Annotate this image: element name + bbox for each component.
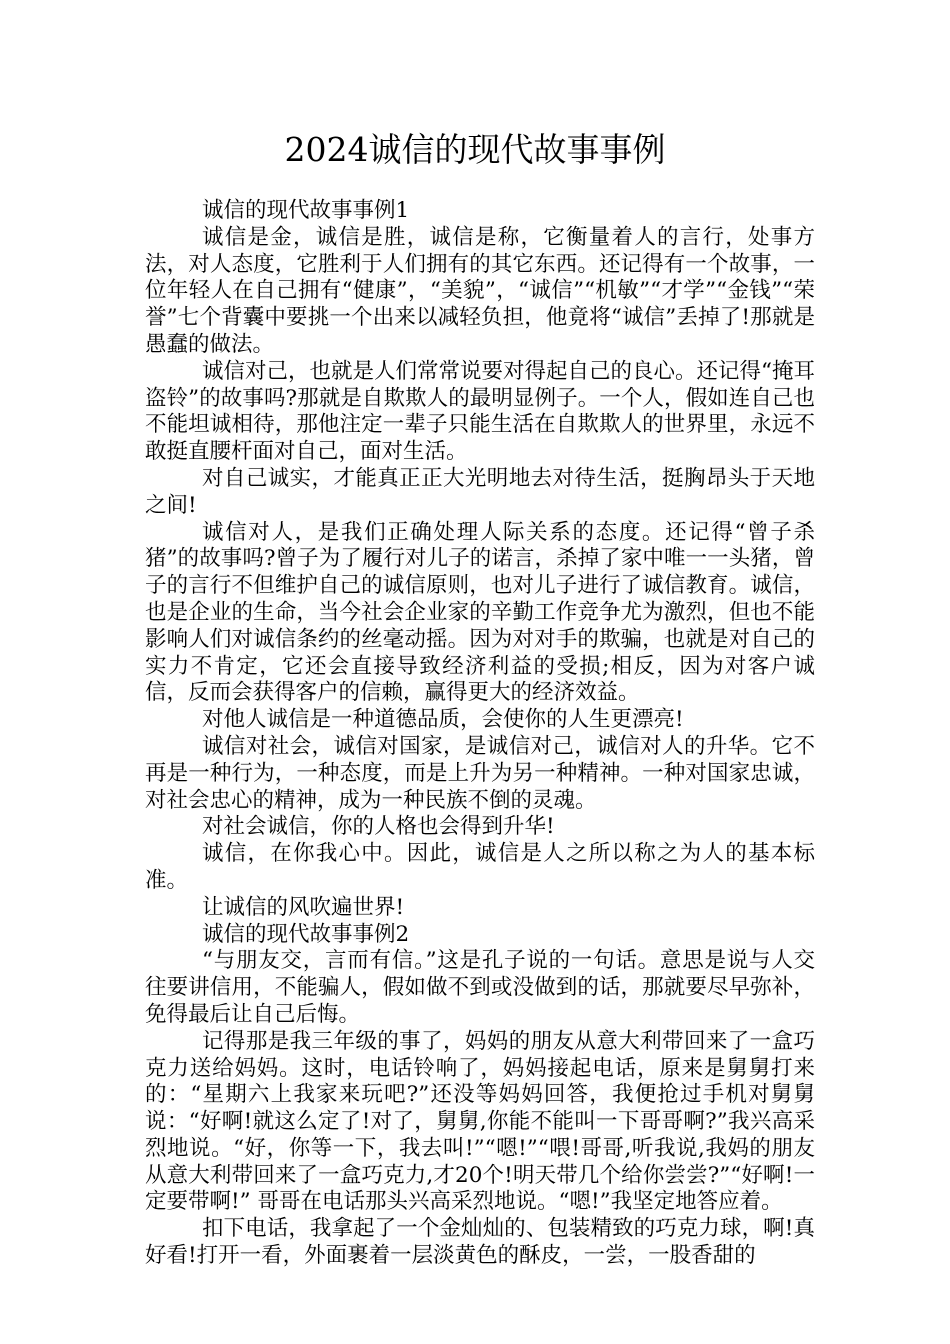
- paragraph: 诚信，在你我心中。因此，诚信是人之所以称之为人的基本标准。: [145, 841, 815, 893]
- paragraph-heading: 诚信的现代故事事例2: [202, 921, 410, 947]
- paragraph-heading: 诚信的现代故事事例1: [202, 198, 410, 223]
- paragraph: 诚信对人，是我们正确处理人际关系的态度。还记得“曾子杀猪”的故事吗?曾子为了履行对儿子的诺言，杀掉了家中唯一一头猪，曾子的言行不但维护自己的诚信原则，也对儿子进行了诚信教育。诚信，也是企业的生命，当今社会企业家的辛勤工作竞争尤为激烈，但也不能影响人们对诚信条约的丝毫动摇。因为对对手的欺骗，也就是对自己的实力不肯定，它还会直接导致经济利益的受损;相反，因为对客户诚信，反而会获得客户的信赖，赢得更大的经济效益。: [145, 519, 815, 706]
- paragraph: 扣下电话，我拿起了一个金灿灿的、包装精致的巧克力球，啊!真好看!打开一看，外面裹着一层淡黄色的酥皮，一尝，一股香甜的: [145, 1216, 815, 1269]
- paragraph: 让诚信的风吹遍世界!: [202, 894, 405, 920]
- paragraph: “与朋友交，言而有信。”这是孔子说的一句话。意思是说与人交往要讲信用，不能骗人，假如做不到或没做到的话，那就要尽早弥补，免得最后让自己后悔。: [145, 948, 815, 1027]
- paragraph: 对社会诚信，你的人格也会得到升华!: [202, 814, 555, 840]
- paragraph: 诚信对己，也就是人们常常说要对得起自己的良心。还记得“掩耳盗铃”的故事吗?那就是自欺欺人的最明显例子。一个人，假如连自己也不能坦诚相待，那他注定一辈子只能生活在自欺欺人的世界里，永远不敢挺直腰杆面对自己，面对生活。: [145, 358, 815, 465]
- paragraph: 记得那是我三年级的事了，妈妈的朋友从意大利带回来了一盒巧克力送给妈妈。这时，电话铃响了，妈妈接起电话，原来是舅舅打来的：“星期六上我家来玩吧?”还没等妈妈回答，我便抢过手机对舅舅说：“好啊!就这么定了!对了，舅舅,你能不能叫一下哥哥啊?”我兴高采烈地说。“好，你等一下，我去叫!”“嗯!”“喂!哥哥,听我说,我妈的朋友从意大利带回来了一盒巧克力,才20个!明天带几个给你尝尝?”“好啊!一定要带啊!” 哥哥在电话那头兴高采烈地说。“嗯!”我坚定地答应着。: [145, 1028, 815, 1215]
- paragraph: 诚信对社会，诚信对国家，是诚信对己，诚信对人的升华。它不再是一种行为，一种态度，而是上升为另一种精神。一种对国家忠诚，对社会忠心的精神，成为一种民族不倒的灵魂。: [145, 733, 815, 813]
- document-title: 2024诚信的现代故事事例: [284, 130, 666, 169]
- document-body: [145, 198, 815, 1270]
- paragraph: 对自己诚实，才能真正正大光明地去对待生活，挺胸昂头于天地之间!: [145, 465, 815, 518]
- paragraph: 对他人诚信是一种道德品质，会使你的人生更漂亮!: [202, 707, 684, 733]
- paragraph: 诚信是金，诚信是胜，诚信是称，它衡量着人的言行，处事方法，对人态度，它胜利于人们拥有的其它东西。还记得有一个故事，一位年轻人在自己拥有“健康”，“美貌”，“诚信”“机敏”“才学”“金钱”“荣誉”七个背囊中要挑一个出来以减轻负担，他竟将“诚信”丢掉了!那就是愚蠢的做法。: [145, 224, 815, 357]
